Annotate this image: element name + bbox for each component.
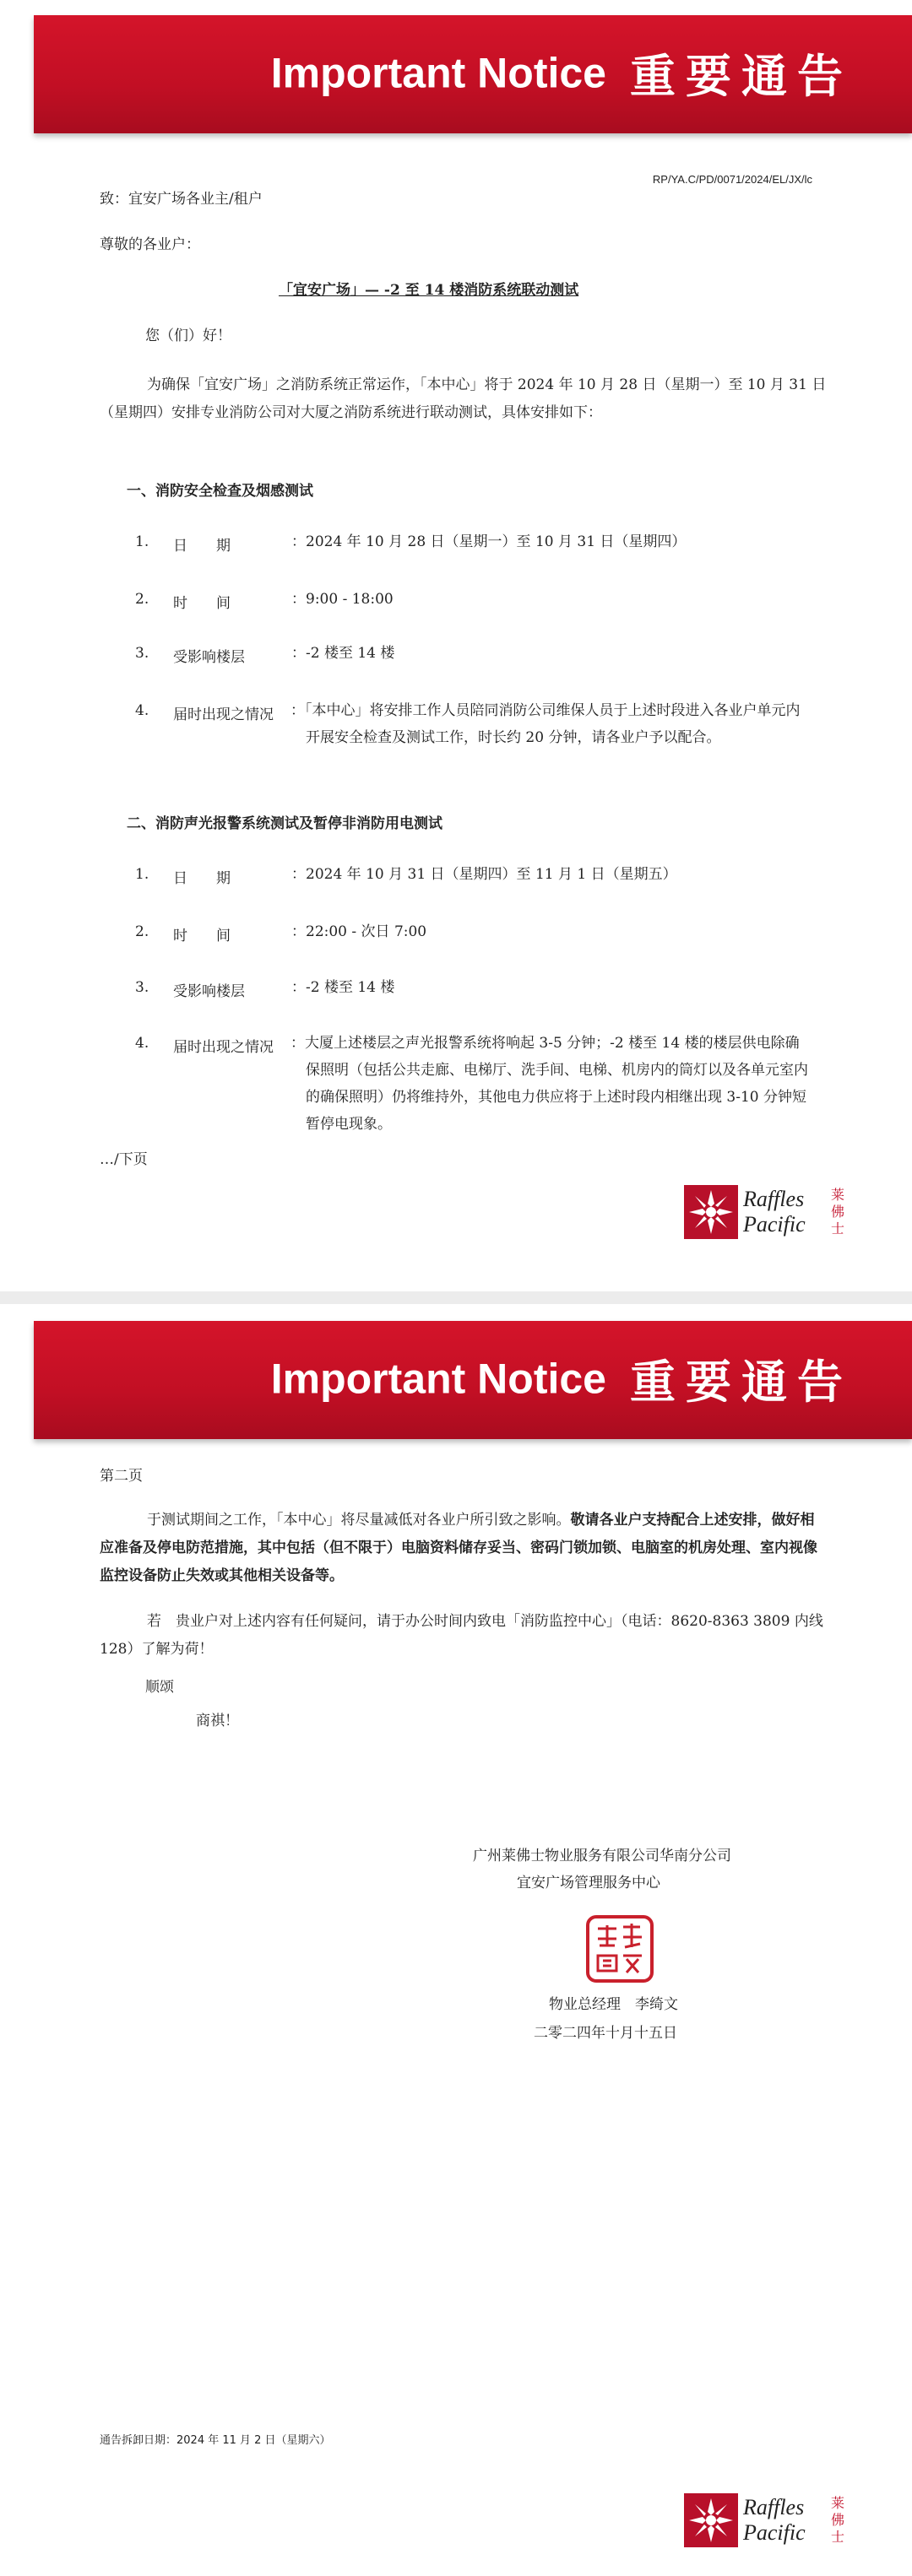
banner-title-en-2: Important Notice [270, 1355, 606, 1403]
signature-date: 二零二四年十月十五日 [534, 2025, 677, 2042]
s2-item-1-label: 日 期 [173, 870, 231, 887]
logo-chinese-name: 莱佛士 [831, 1187, 845, 1237]
notice-title: 「宜安广场」— -2 至 14 楼消防系统联动测试 [279, 282, 579, 299]
closing-line-1: 顺颂 [145, 1679, 174, 1696]
banner-title-cn-2: 重要通告 [630, 1356, 853, 1409]
section-1-heading: 一、消防安全检查及烟感测试 [127, 483, 313, 500]
s1-item-1-label: 日 期 [173, 538, 231, 555]
s2-item-3-label: 受影响楼层 [173, 983, 245, 1000]
s2-item-4-num: 4. [135, 1035, 149, 1052]
s1-item-3-label: 受影响楼层 [173, 649, 245, 666]
company-seal-icon [584, 1913, 655, 1984]
raffles-logo-mark-icon-2 [684, 2493, 738, 2547]
s1-item-3-value: ：-2 楼至 14 楼 [291, 645, 395, 662]
s2-item-2-value: ：22:00 - 次日 7:00 [291, 923, 427, 940]
continued-marker: …/下页 [100, 1151, 148, 1168]
removal-date-note: 通告拆卸日期：2024 年 11 月 2 日（星期六） [100, 2434, 331, 2447]
notice-paragraph-1 [100, 1507, 828, 1590]
recipient-line: 致：宜安广场各业主/租户 [100, 191, 263, 208]
raffles-pacific-logo-2 [684, 2490, 844, 2557]
s2-item-2-label: 时 间 [173, 928, 231, 944]
closing-line-2: 商祺！ [196, 1713, 239, 1729]
logo-word-raffles-2: Raffles [743, 2495, 805, 2519]
s1-item-2-num: 2. [135, 591, 149, 608]
banner-title-en: Important Notice [270, 49, 606, 97]
reference-number: RP/YA.C/PD/0071/2024/EL/JX/lc [652, 173, 812, 186]
s1-item-4-label: 届时出现之情况 [173, 706, 274, 723]
salutation: 尊敬的各业户： [100, 236, 200, 253]
notice-page-2 [0, 1304, 912, 2576]
s1-item-4-value: ：「本中心」将安排工作人员陪同消防公司维保人员于上述时段进入各业户单元内开展安全检查及测试工作，时长约 20 分钟，请各业户予以配合。 [290, 702, 801, 746]
s2-item-1-value: ：2024 年 10 月 31 日（星期四）至 11 月 1 日（星期五） [291, 866, 677, 883]
greeting: 您（们）好！ [145, 327, 231, 344]
page-label: 第二页 [100, 1468, 143, 1485]
s2-item-2-num: 2. [135, 923, 149, 940]
s1-item-2-label: 时 间 [173, 595, 231, 612]
s1-item-1-num: 1. [135, 533, 149, 550]
s1-item-1-value: ：2024 年 10 月 28 日（星期一）至 10 月 31 日（星期四） [291, 533, 687, 550]
company-name: 广州莱佛士物业服务有限公司华南分公司 [473, 1848, 731, 1864]
notice-banner-2 [34, 1321, 912, 1439]
s1-item-2-value: ：9:00 - 18:00 [291, 591, 394, 608]
s2-item-4-value: ：大厦上述楼层之声光报警系统将响起 3-5 分钟；-2 楼至 14 楼的楼层供电除确保照明（包括公共走廊、电梯厅、洗手间、电梯、机房内的筒灯以及各单元室内的确保照明）仍将维持外，其他电力供应将于上述时段内相继出现 3-10 分钟短暂停电现象。 [290, 1035, 808, 1133]
banner-title-cn: 重要通告 [630, 50, 853, 103]
s1-item-4-num: 4. [135, 702, 149, 719]
paragraph-1-bold: 敬请各业户支持配合上述安排，做好相应准备及停电防范措施，其中包括（但不限于）电脑资料储存妥当、密码门锁加锁、电脑室的机房处理、室内视像监控设备防止失效或其他相关设备等。 [100, 1512, 817, 1584]
s1-item-3-num: 3. [135, 645, 149, 662]
raffles-logo-mark-icon [684, 1185, 738, 1239]
intro-paragraph: 为确保「宜安广场」之消防系统正常运作，「本中心」将于 2024 年 10 月 28 日（星期一）至 10 月 31 日（星期四）安排专业消防公司对大厦之消防系统进行联动测试，具体安排如下： [100, 376, 827, 421]
logo-word-raffles: Raffles [743, 1187, 805, 1211]
s2-item-4-label: 届时出现之情况 [173, 1039, 274, 1056]
raffles-pacific-logo [684, 1182, 844, 1249]
s2-item-3-value: ：-2 楼至 14 楼 [291, 979, 395, 996]
notice-paragraph-2: 若 贵业户对上述内容有任何疑问，请于办公时间内致电「消防监控中心」（电话：8620-8363 3809 内线 128）了解为荷！ [100, 1613, 823, 1658]
s2-item-1-num: 1. [135, 866, 149, 883]
notice-banner [34, 15, 912, 133]
signer: 物业总经理 李绮文 [549, 1996, 678, 2013]
logo-word-pacific: Pacific [743, 1212, 806, 1237]
section-2-heading: 二、消防声光报警系统测试及暂停非消防用电测试 [127, 815, 442, 832]
logo-word-pacific-2: Pacific [743, 2520, 806, 2545]
s2-item-3-num: 3. [135, 979, 149, 996]
management-center: 宜安广场管理服务中心 [517, 1875, 660, 1891]
paragraph-1-plain: 于测试期间之工作，「本中心」将尽量减低对各业户所引致之影响。 [147, 1512, 571, 1529]
logo-chinese-name-2: 莱佛士 [831, 2495, 845, 2545]
